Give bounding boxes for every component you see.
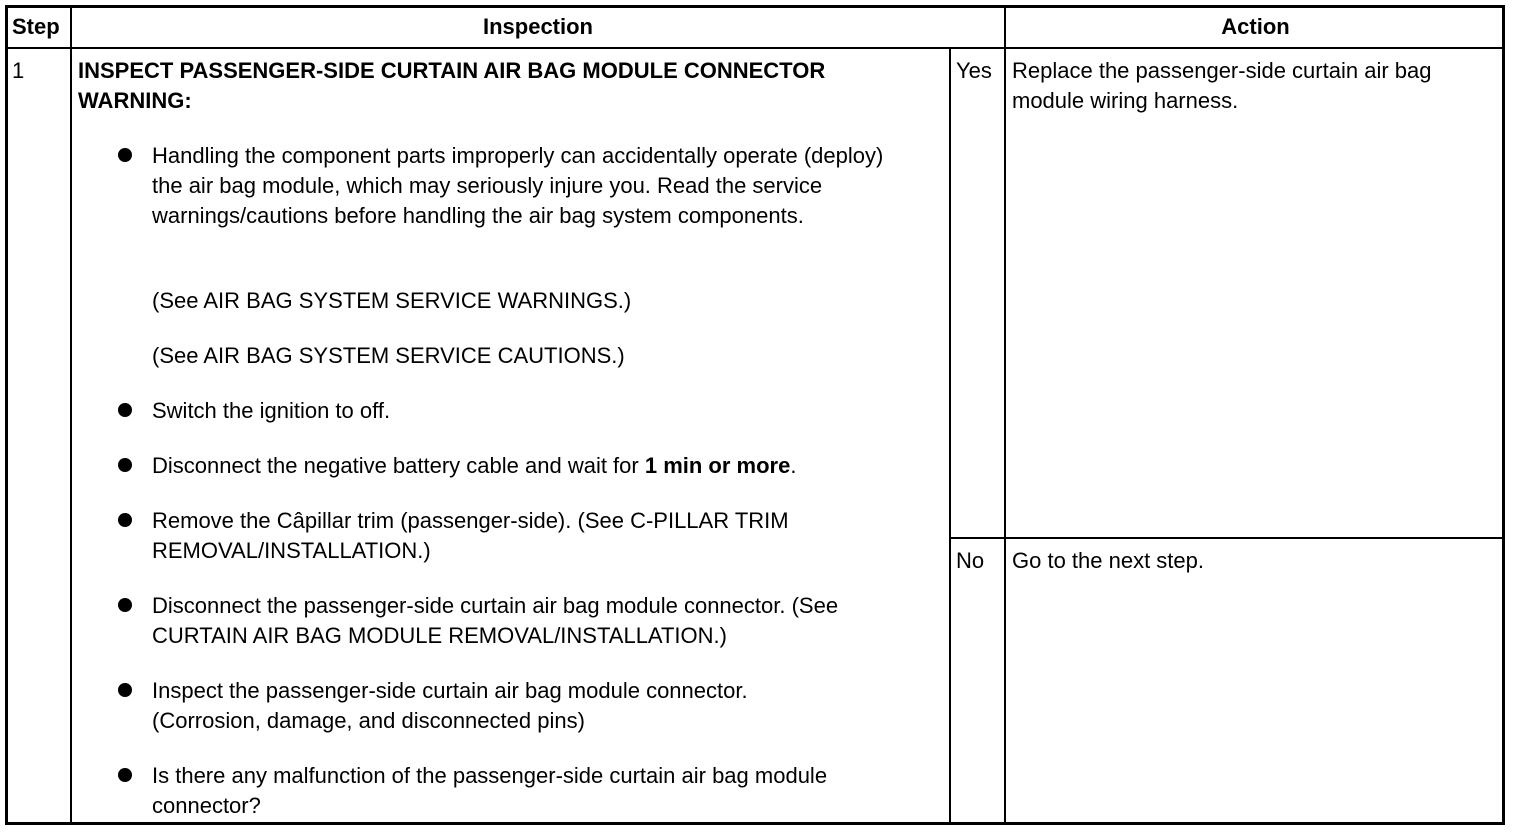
yes-action: Replace the passenger-side curtain air bag module wiring harness. — [1012, 58, 1432, 113]
warning-text: Handling the component parts improperly can accidentally operate (deploy) the air bag module, which may seriously injure you. Read the service warnings/cautions before handling the air bag system components. — [152, 143, 884, 228]
step-disconnect-connector: Disconnect the passenger-side curtain air bag module connector. (See CURTAIN AIR BAG MODULE REMOVAL/INSTALLATION.) — [152, 593, 839, 648]
no-action: Go to the next step. — [1012, 548, 1205, 573]
bullet-icon — [118, 768, 132, 782]
yes-label: Yes — [956, 58, 992, 83]
warning-label: WARNING: — [78, 88, 192, 113]
wait-duration: 1 min or more — [644, 453, 791, 478]
yes-no-divider — [949, 537, 1505, 539]
header-step: Step — [12, 14, 60, 39]
see-cautions-reference: (See AIR BAG SYSTEM SERVICE CAUTIONS.) — [152, 343, 625, 368]
header-action: Action — [1221, 14, 1290, 39]
step-disconnect-battery — [152, 451, 932, 481]
bullet-icon — [118, 513, 132, 527]
battery-instruction: Disconnect the negative battery cable and wait for — [152, 453, 645, 478]
step-inspect-connector: Inspect the passenger-side curtain air bag module connector. (Corrosion, damage, and disconnected pins) — [152, 678, 748, 733]
no-label: No — [956, 548, 985, 573]
bullet-icon — [118, 683, 132, 697]
bullet-icon — [118, 148, 132, 162]
bullet-icon — [118, 458, 132, 472]
bullet-icon — [118, 403, 132, 417]
column-divider-inspection — [949, 47, 951, 825]
step-number: 1 — [12, 58, 25, 83]
column-divider-action — [1004, 5, 1006, 825]
step-remove-trim: Remove the Câpillar trim (passenger-side). (See C-PILLAR TRIM REMOVAL/INSTALLATION.) — [152, 508, 789, 563]
inspection-question: Is there any malfunction of the passenger-side curtain air bag module connector? — [152, 763, 828, 818]
battery-instruction-end: . — [790, 453, 797, 478]
header-inspection: Inspection — [482, 14, 593, 39]
see-warnings-reference: (See AIR BAG SYSTEM SERVICE WARNINGS.) — [152, 288, 632, 313]
column-divider-step — [70, 5, 72, 825]
inspection-title: INSPECT PASSENGER-SIDE CURTAIN AIR BAG MODULE CONNECTOR — [78, 58, 826, 83]
bullet-icon — [118, 598, 132, 612]
step-ignition-off: Switch the ignition to off. — [152, 398, 391, 423]
